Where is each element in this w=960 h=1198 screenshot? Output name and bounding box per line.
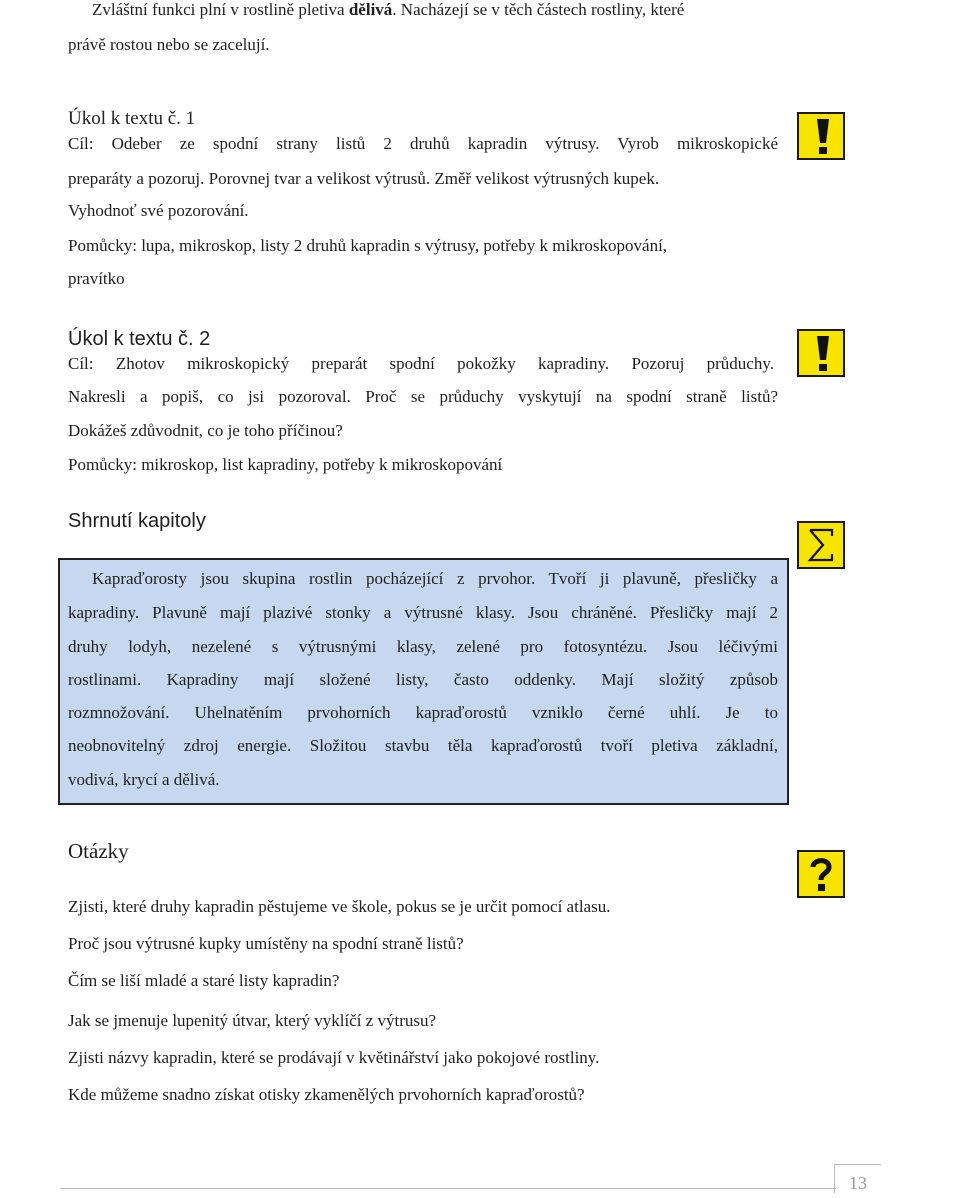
question-item: Čím se liší mladé a staré listy kapradin? — [68, 971, 340, 990]
summary-line: kapradiny. Plavuně mají plazivé stonky a výtrusné klasy. Jsou chráněné. Přesličky mají 2 — [68, 603, 778, 622]
question-item: Kde můžeme snadno získat otisky zkamenělých prvohorních kapraďorostů? — [68, 1085, 585, 1104]
task1-line: pravítko — [68, 269, 125, 288]
question-item: Zjisti, které druhy kapradin pěstujeme ve škole, pokus se je určit pomocí atlasu. — [68, 897, 611, 916]
task2-line: Pomůcky: mikroskop, list kapradiny, potřeby k mikroskopování — [68, 455, 503, 474]
question-item: Jak se jmenuje lupenitý útvar, který vyklíčí z výtrusu? — [68, 1011, 437, 1030]
question-mark-icon — [797, 850, 845, 898]
summary-line: Kapraďorosty jsou skupina rostlin pocházející z prvohor. Tvoří ji plavuně, přesličky a — [92, 569, 778, 588]
task2-line: Nakresli a popiš, co jsi pozoroval. Proč se průduchy vyskytují na spodní straně listů? — [68, 387, 778, 406]
task1-line: Cíl: Odeber ze spodní strany listů 2 druhů kapradin výtrusy. Vyrob mikroskopické — [68, 134, 778, 153]
task1-line: preparáty a pozoruj. Porovnej tvar a velikost výtrusů. Změř velikost výtrusných kupek. — [68, 169, 660, 188]
summary-line: rozmnožování. Uhelnatěním prvohorních kapraďorostů vzniklo černé uhlí. Je to — [68, 703, 778, 722]
bold-term: dělivá — [348, 0, 393, 19]
task1-line: Pomůcky: lupa, mikroskop, listy 2 druhů kapradin s výtrusy, potřeby k mikroskopování, — [68, 236, 668, 255]
question-item: Zjisti názvy kapradin, které se prodávají v květinářství jako pokojové rostliny. — [68, 1048, 600, 1067]
footer-rule — [60, 1188, 836, 1189]
exclamation-icon — [797, 329, 845, 377]
exclamation-icon — [797, 112, 845, 160]
task2-title: Úkol k textu č. 2 — [68, 328, 211, 350]
questions-title: Otázky — [68, 839, 129, 863]
task1-line: Vyhodnoť své pozorování. — [68, 201, 249, 220]
intro-line-1: Zvláštní funkci plní v rostlině pletiva dělivá. Nacházejí se v těch částech rostliny, které — [92, 0, 685, 19]
summary-line: neobnovitelný zdroj energie. Složitou stavbu těla kapraďorostů tvoří pletiva základní, — [68, 736, 778, 755]
summary-title: Shrnutí kapitoly — [68, 510, 206, 532]
question-item: Proč jsou výtrusné kupky umístěny na spodní straně listů? — [68, 934, 464, 953]
summary-line: rostlinami. Kapradiny mají složené listy, často oddenky. Mají složitý způsob — [68, 670, 778, 689]
sigma-icon — [797, 521, 845, 569]
task2-line: Dokážeš zdůvodnit, co je toho příčinou? — [68, 421, 343, 440]
summary-line: vodivá, krycí a dělivá. — [68, 770, 220, 789]
task2-line: Cíl: Zhotov mikroskopický preparát spodní pokožky kapradiny. Pozoruj průduchy. — [68, 354, 774, 373]
page-number: 13 — [849, 1173, 867, 1193]
summary-line: druhy lodyh, nezelené s výtrusnými klasy, zelené pro fotosyntézu. Jsou léčivými — [68, 637, 778, 656]
intro-line-2: právě rostou nebo se zacelují. — [68, 35, 270, 54]
task1-title: Úkol k textu č. 1 — [68, 108, 196, 129]
